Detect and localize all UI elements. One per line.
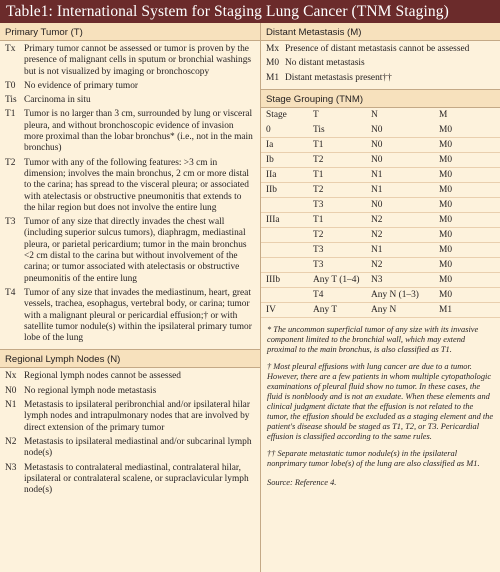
lymph-node-item bbox=[0, 400, 260, 434]
m-cell: M0 bbox=[439, 184, 453, 195]
lymph-nodes-list bbox=[0, 371, 260, 496]
n-cell: N0 bbox=[371, 154, 383, 165]
lymph-node-item bbox=[0, 371, 260, 382]
n-cell: N3 bbox=[371, 274, 383, 285]
footnote: * The uncommon superficial tumor of any size with its invasive component limited to the bronchial wall, which may extend proximal to the main bronchus, is also classified as T1. bbox=[267, 324, 479, 354]
stage-cell: IV bbox=[266, 304, 276, 315]
m-cell: M0 bbox=[439, 214, 453, 225]
metastasis-code: M1 bbox=[266, 72, 280, 83]
m-cell: M0 bbox=[439, 244, 453, 255]
lymph-node-description: Metastasis to contralateral mediastinal, contralateral hilar, ipsilateral or contralateral scalene, or supraclavicular lymph node(s) bbox=[24, 462, 249, 496]
metastasis-description: Presence of distant metastasis cannot be assessed bbox=[285, 44, 470, 54]
stage-grouping-row bbox=[261, 303, 500, 318]
primary-tumor-code: T4 bbox=[5, 287, 16, 298]
n-cell: N0 bbox=[371, 139, 383, 150]
stage-grouping-row bbox=[261, 198, 500, 213]
n-cell: N2 bbox=[371, 214, 383, 225]
stage-cell: Ib bbox=[266, 154, 274, 165]
primary-tumor-item bbox=[0, 158, 260, 214]
primary-tumor-item bbox=[0, 81, 260, 92]
m-cell: M0 bbox=[439, 289, 453, 300]
m-cell: M0 bbox=[439, 154, 453, 165]
lymph-node-code: Nx bbox=[5, 371, 17, 382]
primary-tumor-code: T0 bbox=[5, 80, 16, 91]
metastasis-code: Mx bbox=[266, 44, 280, 54]
n-cell: N2 bbox=[371, 259, 383, 270]
col-m-header: M bbox=[439, 109, 448, 120]
lymph-nodes-heading: Regional Lymph Nodes (N) bbox=[0, 349, 260, 368]
metastasis-code: M0 bbox=[266, 58, 280, 69]
t-cell: T1 bbox=[313, 169, 324, 180]
table-title: Table1: International System for Staging Lung Cancer (TNM Staging) bbox=[0, 0, 500, 23]
distant-metastasis-heading: Distant Metastasis (M) bbox=[261, 23, 500, 41]
stage-grouping-row bbox=[261, 138, 500, 153]
lymph-node-item bbox=[0, 437, 260, 460]
primary-tumor-description: Tumor of any size that directly invades the chest wall (including superior sulcus tumors), diaphragm, mediastinal pleura, or parietal pericardium; tumor in the main bronchus <2 cm distal to the carina but without involvement of the carina; or tumor associated with atelectasis or obstructive pneumonitis of the entire lung bbox=[24, 217, 247, 284]
stage-grouping-row bbox=[261, 243, 500, 258]
t-cell: T3 bbox=[313, 199, 324, 210]
m-cell: M0 bbox=[439, 169, 453, 180]
t-cell: T4 bbox=[313, 289, 324, 300]
stage-grouping-row bbox=[261, 123, 500, 138]
m-cell: M1 bbox=[439, 304, 453, 315]
stage-grouping-row bbox=[261, 183, 500, 198]
stage-grouping-row bbox=[261, 228, 500, 243]
m-cell: M0 bbox=[439, 259, 453, 270]
source-note: Source: Reference 4. bbox=[267, 477, 337, 487]
metastasis-item bbox=[261, 44, 500, 55]
stage-grouping-row bbox=[261, 168, 500, 183]
primary-tumor-item bbox=[0, 109, 260, 154]
n-cell: N0 bbox=[371, 199, 383, 210]
primary-tumor-item bbox=[0, 44, 260, 78]
lymph-node-code: N1 bbox=[5, 400, 17, 411]
m-cell: M0 bbox=[439, 199, 453, 210]
primary-tumor-code: T3 bbox=[5, 217, 16, 228]
metastasis-description: Distant metastasis present†† bbox=[285, 72, 392, 83]
n-cell: N1 bbox=[371, 169, 383, 180]
t-cell: Tis bbox=[313, 124, 325, 135]
lymph-node-item bbox=[0, 463, 260, 497]
t-cell: Any T bbox=[313, 304, 338, 315]
primary-tumor-description: Primary tumor cannot be assessed or tumor is proven by the presence of malignant cells in sputum or bronchial washings but is not visualized by imaging or bronchoscopy bbox=[24, 44, 252, 77]
primary-tumor-item bbox=[0, 288, 260, 344]
t-cell: T3 bbox=[313, 244, 324, 255]
distant-metastasis-list bbox=[261, 44, 500, 84]
stage-cell: IIb bbox=[266, 184, 277, 195]
primary-tumor-description: Tumor is no larger than 3 cm, surrounded by lung or visceral pleura, and without bronchoscopic evidence of invasion more proximal than the lobar bronchus* (i.e., not in the main bronchus) bbox=[24, 109, 253, 154]
stage-cell: 0 bbox=[266, 124, 271, 135]
t-cell: T1 bbox=[313, 139, 324, 150]
primary-tumor-code: Tx bbox=[5, 44, 16, 54]
stage-cell: IIIb bbox=[266, 274, 281, 285]
t-cell: T2 bbox=[313, 184, 324, 195]
stage-grouping-rows bbox=[261, 123, 500, 318]
stage-grouping-row bbox=[261, 213, 500, 228]
metastasis-item bbox=[261, 73, 500, 84]
stage-grouping-row bbox=[261, 288, 500, 303]
primary-tumor-code: T2 bbox=[5, 157, 16, 168]
stage-grouping-row bbox=[261, 258, 500, 273]
n-cell: N2 bbox=[371, 229, 383, 240]
n-cell: Any N (1–3) bbox=[371, 289, 419, 300]
stage-grouping-heading: Stage Grouping (TNM) bbox=[261, 89, 500, 108]
t-cell: T1 bbox=[313, 214, 324, 225]
primary-tumor-description: Tumor with any of the following features: >3 cm in dimension; involves the main bronchus, 2 cm or more distal to the carina; has spread to the visceral pleura; or associated with atelectasis or obstructive pneumonitis that extends to the hilar region but does not involve the entire lung bbox=[24, 157, 249, 213]
lymph-node-code: N2 bbox=[5, 436, 17, 447]
primary-tumor-description: No evidence of primary tumor bbox=[24, 80, 139, 91]
footnote: † Most pleural effusions with lung cancer are due to a tumor. However, there are a few patients in whom multiple cytopathologic examinations of pleural fluid show no tumor. In these cases, the fluid is nonbloody and is not an exudate. When these elements and clinical judgment dictate that the effusion is not related to the tumor, the effusion should be excluded as a staging element and the patient's disease should be staged as T1, T2, or T3. Pericardial effusion is classified according to the same rules. bbox=[267, 361, 494, 441]
stage-cell: IIIa bbox=[266, 214, 280, 225]
metastasis-item bbox=[261, 58, 500, 69]
stage-cell: Ia bbox=[266, 139, 274, 150]
lymph-node-description: Regional lymph nodes cannot be assessed bbox=[24, 371, 181, 382]
n-cell: N0 bbox=[371, 124, 383, 135]
m-cell: M0 bbox=[439, 274, 453, 285]
t-cell: T2 bbox=[313, 229, 324, 240]
primary-tumor-heading: Primary Tumor (T) bbox=[0, 23, 260, 41]
left-column bbox=[0, 23, 260, 572]
lymph-node-description: Metastasis to ipsilateral mediastinal and/or subcarinal lymph node(s) bbox=[24, 436, 252, 459]
metastasis-description: No distant metastasis bbox=[285, 58, 365, 69]
m-cell: M0 bbox=[439, 124, 453, 135]
t-cell: T3 bbox=[313, 259, 324, 270]
stage-grouping-row bbox=[261, 273, 500, 288]
col-stage-header: Stage bbox=[266, 109, 287, 120]
lymph-node-description: Metastasis to ipsilateral peribronchial and/or ipsilateral hilar lymph nodes and intrapulmonary nodes that are involved by direct extension of the primary tumor bbox=[24, 400, 250, 433]
primary-tumor-item bbox=[0, 95, 260, 106]
stage-grouping-header-row bbox=[261, 108, 500, 123]
n-cell: Any N bbox=[371, 304, 397, 315]
n-cell: N1 bbox=[371, 244, 383, 255]
lymph-node-code: N3 bbox=[5, 462, 17, 473]
footnote: †† Separate metastatic tumor nodule(s) in the ipsilateral nonprimary tumor lobe(s) of the lung are also classified as M1. bbox=[267, 448, 480, 468]
lymph-node-item bbox=[0, 386, 260, 397]
stage-grouping-row bbox=[261, 153, 500, 168]
primary-tumor-item bbox=[0, 217, 260, 285]
t-cell: T2 bbox=[313, 154, 324, 165]
primary-tumor-description: Carcinoma in situ bbox=[24, 95, 91, 106]
footnotes bbox=[261, 325, 500, 469]
right-column bbox=[260, 23, 500, 572]
lymph-node-description: No regional lymph node metastasis bbox=[24, 385, 157, 396]
n-cell: N1 bbox=[371, 184, 383, 195]
m-cell: M0 bbox=[439, 139, 453, 150]
t-cell: Any T (1–4) bbox=[313, 274, 360, 285]
primary-tumor-code: Tis bbox=[5, 95, 17, 106]
primary-tumor-list bbox=[0, 44, 260, 344]
col-t-header: T bbox=[313, 109, 319, 120]
stage-cell: IIa bbox=[266, 169, 277, 180]
primary-tumor-description: Tumor of any size that invades the mediastinum, heart, great vessels, trachea, esophagus, vertebral body, or carina; tumor with a malignant pleural or pericardial effusion;† or with satellite tumor nodule(s) within the ipsilateral primary tumor lobe of the lung bbox=[24, 287, 252, 344]
primary-tumor-code: T1 bbox=[5, 109, 16, 120]
col-n-header: N bbox=[371, 109, 378, 120]
lymph-node-code: N0 bbox=[5, 385, 17, 396]
m-cell: M0 bbox=[439, 229, 453, 240]
